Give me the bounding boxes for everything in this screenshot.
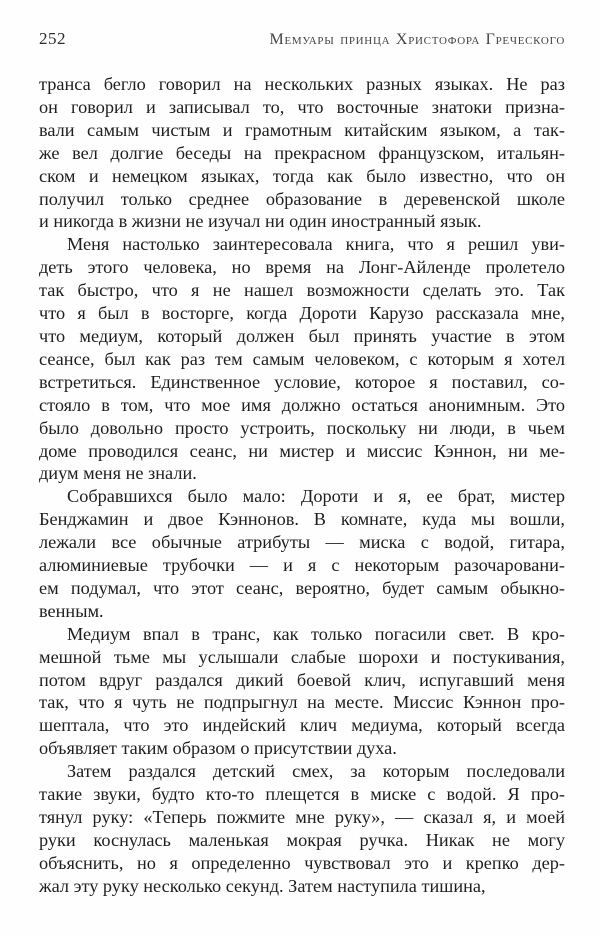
text-line: Медиум впал в транс, как только погасили свет. В кро- [67,623,565,644]
text-line: объяснить, но я определенно чувствовал это и крепко дер- [39,852,565,873]
text-line: Затем раздался детский смех, за которым последовали [67,761,565,782]
text-line: же вел долгие беседы на прекрасном французском, итальян- [39,142,565,163]
paragraph [39,485,565,622]
text-line: мешной тьме мы услышали слабые шорохи и постукивания, [39,646,565,667]
paragraph [39,73,565,233]
text-line: получил только среднее образование в деревенской школе [39,188,565,209]
text-line: руки коснулась маленькая мокрая ручка. Никак не могу [39,829,565,850]
text-line: диум меня не знали. [39,463,197,484]
page-body [39,73,565,898]
text-line: тянул руку: «Теперь пожмите мне руку», — сказал я, и моей [39,807,565,827]
text-line: объявляет таким образом о присутствии духа. [39,738,397,759]
text-line: венным. [39,600,104,621]
text-line: стояло в том, что мое имя должно остаться анонимным. Это [39,394,565,415]
text-line: Меня настолько заинтересовала книга, что я решил уви- [67,234,565,255]
text-line: шептала, что это индейский клич медиума, который всегда [39,715,565,736]
paragraph [39,623,565,760]
text-line: жал эту руку несколько секунд. Затем наступила тишина, [39,875,486,896]
text-line: транса бегло говорил на нескольких разных языках. Не раз [39,74,565,94]
text-line: так быстро, что я не нашел возможности сделать это. Так [39,280,565,301]
text-line: вали самым чистым и грамотным китайским языком, а так- [39,119,565,140]
text-line: ем подумал, что этот сеанс, вероятно, будет самым обыкно- [39,577,565,598]
text-line: лежали все обычные атрибуты — миска с водой, гитара, [39,532,565,553]
text-line: доме проводился сеанс, ни мистер и миссис Кэннон, ни ме- [39,440,565,461]
text-line: потом вдруг раздался дикий боевой клич, испугавший меня [39,669,565,690]
text-line: было довольно просто устроить, поскольку ни люди, в чьем [39,417,565,438]
text-line: деть этого человека, но время на Лонг-Айленде пролетело [39,257,565,278]
text-line: Бенджамин и двое Кэннонов. В комнате, куда мы вошли, [39,509,565,530]
text-line: такие звуки, будто кто-то плещется в миске с водой. Я про- [39,784,565,805]
text-line: что медиум, который должен был принять участие в этом [39,325,565,346]
running-title: Мемуары принца Христофора Греческого [269,31,565,48]
text-line: сеансе, был как раз тем самым человеком, с которым я хотел [39,348,565,369]
text-line: Собравшихся было мало: Дороти и я, ее брат, мистер [67,486,565,507]
text-line: алюминиевые трубочки — и я с некоторым разочаровани- [39,555,565,576]
page-header [39,29,565,49]
paragraph [39,233,565,485]
paragraph [39,760,565,897]
page-number: 252 [39,29,66,48]
text-line: и никогда в жизни не изучал ни один иностранный язык. [39,211,482,232]
text-line: ском и немецком языках, тогда как было известно, что он [39,165,565,186]
text-line: встретиться. Единственное условие, которое я поставил, со- [39,371,565,392]
text-line: так, что я чуть не подпрыгнул на месте. Миссис Кэннон про- [39,692,565,713]
text-line: что я был в восторге, когда Дороти Карузо рассказала мне, [39,303,565,324]
text-line: он говорил и записывал то, что восточные знатоки призна- [39,96,565,117]
